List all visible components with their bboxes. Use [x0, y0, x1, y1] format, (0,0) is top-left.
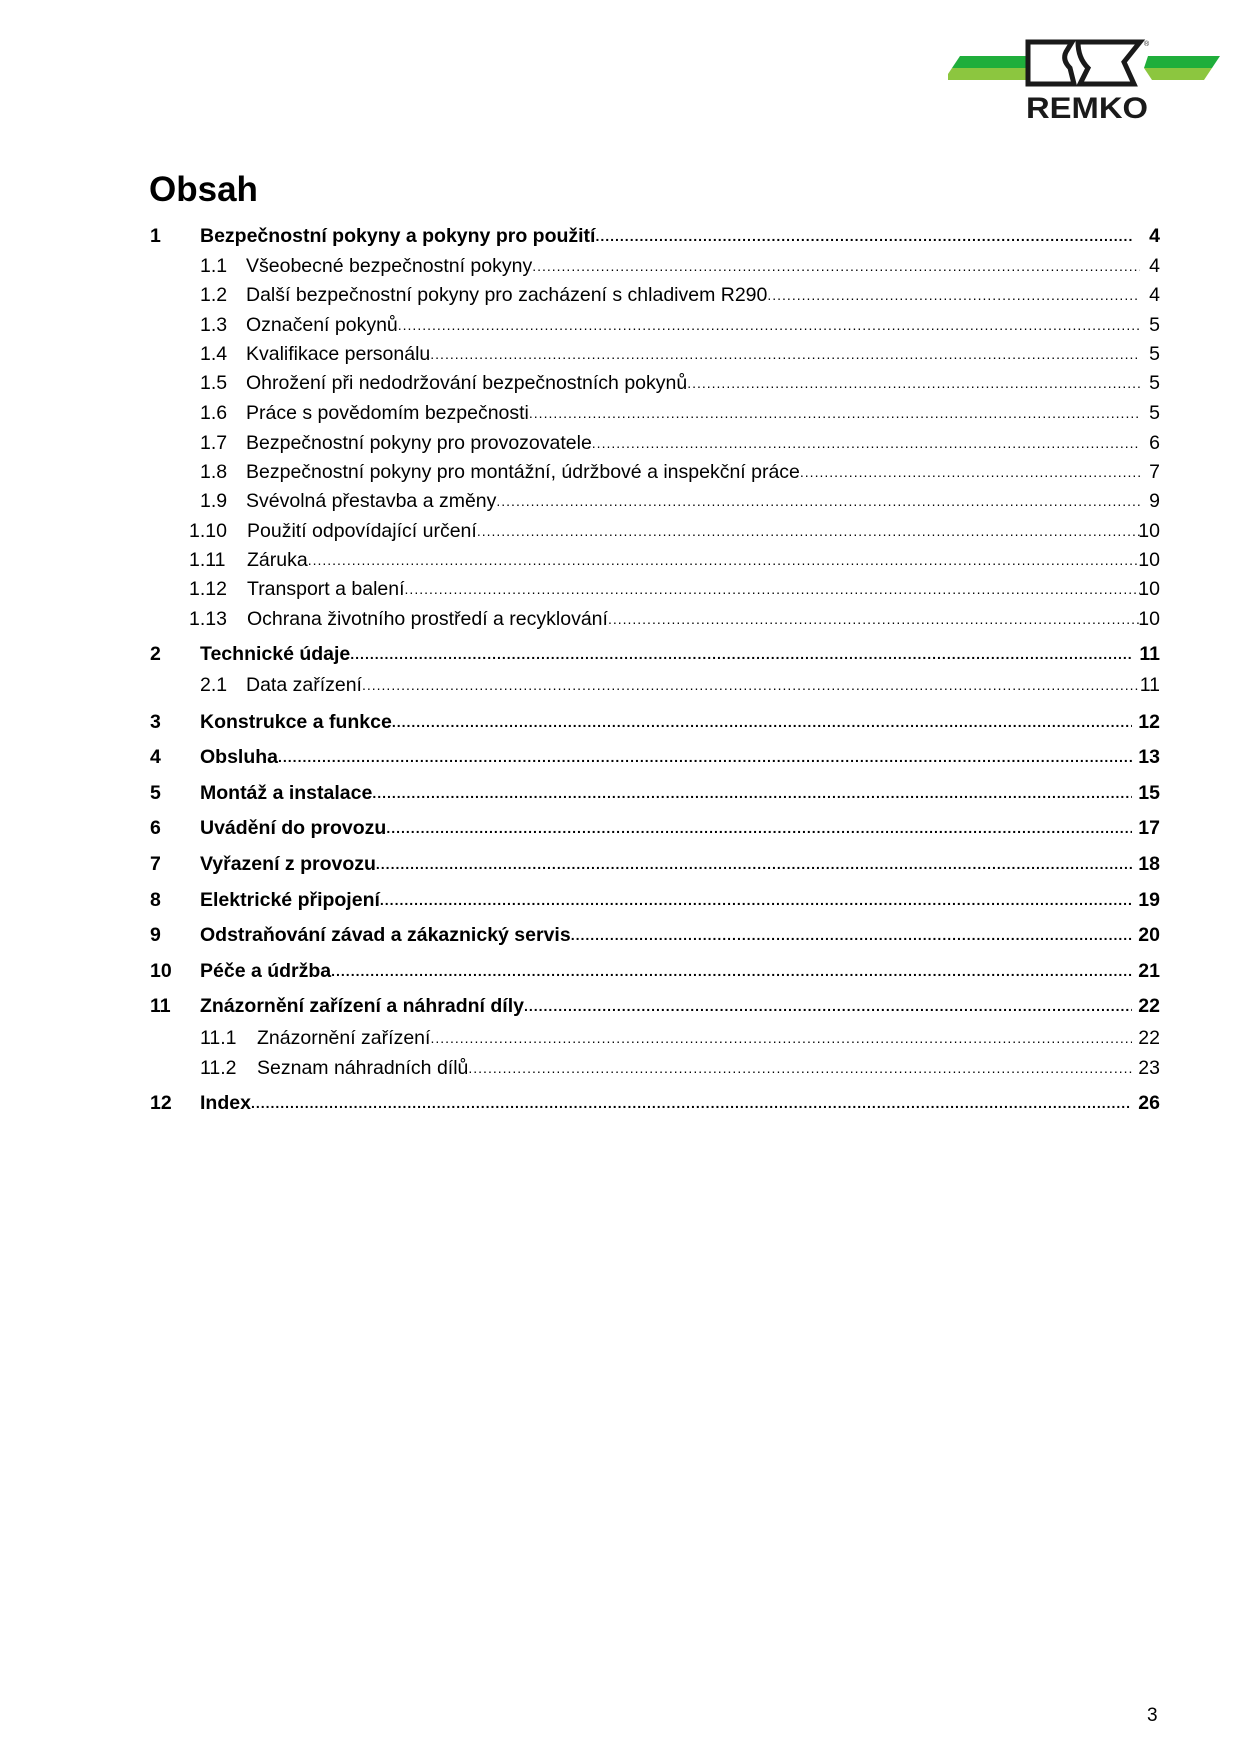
toc-entry-title: Záruka [247, 549, 308, 571]
toc-entry-page: 4 [1149, 255, 1160, 277]
dot-leader [331, 959, 1132, 983]
toc-entry-title-row [200, 994, 1132, 1018]
dot-leader [350, 642, 1132, 666]
dot-leader [524, 994, 1132, 1018]
toc-entry-title-row [246, 489, 1140, 513]
toc-entry-number: 11.2 [200, 1057, 237, 1079]
toc-entry-title: Ohrožení při nedodržování bezpečnostních pokynů [246, 372, 688, 394]
dot-leader [687, 371, 1140, 395]
toc-entry[interactable] [0, 342, 1240, 366]
dot-leader [386, 816, 1132, 840]
toc-entry-title: Všeobecné bezpečnostní pokyny [246, 255, 533, 277]
toc-entry-title: Technické údaje [200, 643, 351, 665]
toc-entry-title-row [257, 1026, 1132, 1050]
toc-entry-page: 4 [1149, 284, 1160, 306]
toc-entry[interactable] [0, 489, 1240, 513]
toc-entry-number: 2 [150, 643, 161, 665]
toc-entry-title-row [200, 781, 1132, 805]
toc-entry-title: Svévolná přestavba a změny [246, 490, 497, 512]
toc-entry[interactable] [0, 577, 1240, 601]
toc-entry-number: 8 [150, 889, 161, 911]
toc-entry[interactable] [0, 1056, 1240, 1080]
toc-entry-title: Obsluha [200, 746, 279, 768]
toc-entry-number: 1.12 [189, 578, 227, 600]
svg-text:®: ® [1144, 41, 1150, 48]
toc-entry-page: 5 [1149, 314, 1160, 336]
toc-entry-page: 10 [1138, 608, 1160, 630]
toc-entry[interactable] [0, 673, 1240, 697]
toc-entry-title-row [200, 1091, 1132, 1115]
toc-entry-page: 20 [1138, 924, 1160, 946]
toc-entry-page: 21 [1138, 960, 1160, 982]
toc-entry-title-row [200, 642, 1132, 666]
toc-entry-page: 22 [1138, 1027, 1160, 1049]
page-title: Obsah [149, 170, 258, 209]
toc-entry-title-row [200, 745, 1132, 769]
toc-entry[interactable] [0, 254, 1240, 278]
toc-entry-page: 17 [1138, 817, 1160, 839]
toc-entry-title: Index [200, 1092, 251, 1114]
toc-entry[interactable] [0, 994, 1240, 1018]
dot-leader [608, 607, 1140, 631]
toc-entry-page: 5 [1149, 402, 1160, 424]
toc-entry-title-row [246, 460, 1140, 484]
dot-leader [372, 781, 1132, 805]
toc-entry[interactable] [0, 816, 1240, 840]
toc-entry[interactable] [0, 401, 1240, 425]
toc-entry-page: 10 [1138, 520, 1160, 542]
dot-leader [592, 431, 1140, 455]
toc-entry[interactable] [0, 959, 1240, 983]
toc-entry[interactable] [0, 548, 1240, 572]
toc-entry-title-row [246, 431, 1140, 455]
toc-entry-number: 1.7 [200, 432, 228, 454]
toc-entry-title-row [246, 673, 1140, 697]
toc-entry-title: Práce s povědomím bezpečnosti [246, 402, 529, 424]
toc-entry-number: 1.5 [200, 372, 228, 394]
dot-leader [496, 489, 1140, 513]
dot-leader [278, 745, 1132, 769]
toc-entry-title: Použití odpovídající určení [247, 520, 477, 542]
toc-entry-number: 11.1 [200, 1027, 237, 1049]
toc-entry-number: 1.11 [189, 549, 226, 571]
toc-entry[interactable] [0, 852, 1240, 876]
toc-entry-number: 1.2 [200, 284, 228, 306]
toc-entry-title-row [200, 710, 1132, 734]
toc-entry-page: 19 [1138, 889, 1160, 911]
dot-leader [380, 888, 1132, 912]
toc-entry-title: Znázornění zařízení [257, 1027, 431, 1049]
svg-text:REMKO: REMKO [1026, 92, 1148, 125]
toc-entry-page: 9 [1149, 490, 1160, 512]
toc-entry-page: 26 [1138, 1092, 1160, 1114]
toc-entry-number: 1.9 [200, 490, 228, 512]
toc-entry-title-row [246, 401, 1140, 425]
toc-entry-title-row [200, 888, 1132, 912]
toc-entry-number: 4 [150, 746, 161, 768]
toc-entry-number: 12 [150, 1092, 172, 1114]
toc-entry-title: Další bezpečnostní pokyny pro zacházení s chladivem R290 [246, 284, 768, 306]
toc-entry-title-row [246, 342, 1140, 366]
toc-entry-number: 1 [150, 225, 161, 247]
toc-entry-page: 11 [1139, 643, 1160, 665]
toc-entry-title-row [200, 959, 1132, 983]
toc-entry-page: 6 [1149, 432, 1160, 454]
toc-entry-title-row [200, 923, 1132, 947]
toc-entry-page: 12 [1138, 711, 1160, 733]
toc-entry[interactable] [0, 431, 1240, 455]
page-number: 3 [1147, 1705, 1158, 1726]
toc-entry[interactable] [0, 781, 1240, 805]
toc-entry-title-row [247, 607, 1140, 631]
toc-entry-page: 13 [1138, 746, 1160, 768]
toc-entry-title-row [247, 548, 1140, 572]
dot-leader [392, 710, 1132, 734]
toc-entry-title-row [247, 519, 1140, 543]
toc-entry-title: Bezpečnostní pokyny pro provozovatele [246, 432, 592, 454]
toc-entry-title: Péče a údržba [200, 960, 332, 982]
dot-leader [308, 548, 1140, 572]
toc-entry-title: Vyřazení z provozu [200, 853, 376, 875]
toc-entry-title: Znázornění zařízení a náhradní díly [200, 995, 524, 1017]
toc-entry-number: 1.3 [200, 314, 228, 336]
toc-entry-number: 10 [150, 960, 172, 982]
toc-entry-page: 18 [1138, 853, 1160, 875]
dot-leader [362, 673, 1140, 697]
toc-entry-page: 10 [1138, 578, 1160, 600]
toc-entry-title-row [246, 254, 1140, 278]
toc-entry[interactable] [0, 642, 1240, 666]
toc-entry[interactable] [0, 283, 1240, 307]
toc-entry-number: 1.13 [189, 608, 227, 630]
dot-leader [529, 401, 1140, 425]
toc-entry-title: Seznam náhradních dílů [257, 1057, 469, 1079]
toc-entry-number: 1.4 [200, 343, 228, 365]
toc-entry-title: Montáž a instalace [200, 782, 373, 804]
toc-entry[interactable] [0, 371, 1240, 395]
toc-entry[interactable] [0, 519, 1240, 543]
toc-entry-title-row [200, 852, 1132, 876]
dot-leader [405, 577, 1140, 601]
toc-entry-page: 4 [1149, 225, 1160, 247]
dot-leader [430, 342, 1140, 366]
toc-entry-title: Bezpečnostní pokyny a pokyny pro použití [200, 225, 596, 247]
toc-entry[interactable] [0, 1026, 1240, 1050]
toc-entry-number: 1.1 [200, 255, 228, 277]
toc-entry-number: 6 [150, 817, 161, 839]
toc-entry[interactable] [0, 607, 1240, 631]
toc-entry[interactable] [0, 923, 1240, 947]
dot-leader [595, 224, 1132, 248]
toc-entry-number: 3 [150, 711, 161, 733]
toc-entry-page: 5 [1149, 343, 1160, 365]
toc-entry-title: Označení pokynů [246, 314, 398, 336]
remko-logo [948, 38, 1228, 126]
toc-entry-title: Bezpečnostní pokyny pro montážní, údržbové a inspekční práce [246, 461, 800, 483]
toc-entry-page: 23 [1138, 1057, 1160, 1079]
toc-entry-number: 1.6 [200, 402, 228, 424]
toc-entry-number: 7 [150, 853, 161, 875]
dot-leader [800, 460, 1140, 484]
toc-entry-page: 7 [1149, 461, 1160, 483]
toc-entry-title-row [257, 1056, 1132, 1080]
toc-entry-number: 1.8 [200, 461, 228, 483]
toc-entry-page: 11 [1139, 674, 1160, 696]
toc-entry-page: 22 [1138, 995, 1160, 1017]
toc-entry-title-row [200, 816, 1132, 840]
toc-entry[interactable] [0, 710, 1240, 734]
toc-entry-number: 9 [150, 924, 161, 946]
toc-entry-number: 1.10 [189, 520, 227, 542]
toc-entry-title: Data zařízení [246, 674, 362, 696]
toc-entry[interactable] [0, 460, 1240, 484]
toc-entry-page: 5 [1149, 372, 1160, 394]
toc-entry-title-row [247, 577, 1140, 601]
dot-leader [430, 1026, 1132, 1050]
toc-entry-page: 15 [1138, 782, 1160, 804]
dot-leader [477, 519, 1140, 543]
toc-entry-title-row [246, 313, 1140, 337]
toc-entry[interactable] [0, 888, 1240, 912]
dot-leader [376, 852, 1132, 876]
toc-entry-title: Elektrické připojení [200, 889, 380, 911]
toc-entry-page: 10 [1138, 549, 1160, 571]
toc-entry-title: Odstraňování závad a zákaznický servis [200, 924, 571, 946]
toc-entry-title: Konstrukce a funkce [200, 711, 392, 733]
toc-entry-title: Kvalifikace personálu [246, 343, 431, 365]
dot-leader [571, 923, 1132, 947]
toc-entry-number: 11 [150, 995, 171, 1017]
toc-entry[interactable] [0, 224, 1240, 248]
dot-leader [251, 1091, 1132, 1115]
toc-entry-title: Transport a balení [247, 578, 405, 600]
toc-entry[interactable] [0, 1091, 1240, 1115]
dot-leader [398, 313, 1140, 337]
toc-entry-title: Ochrana životního prostředí a recyklování [247, 608, 608, 630]
toc-entry-number: 2.1 [200, 674, 228, 696]
toc-entry[interactable] [0, 313, 1240, 337]
toc-entry-number: 5 [150, 782, 161, 804]
toc-entry-title-row [246, 371, 1140, 395]
toc-entry-title: Uvádění do provozu [200, 817, 387, 839]
toc-entry-title-row [200, 224, 1132, 248]
dot-leader [532, 254, 1140, 278]
toc-entry-title-row [246, 283, 1140, 307]
dot-leader [767, 283, 1140, 307]
dot-leader [468, 1056, 1132, 1080]
toc-entry[interactable] [0, 745, 1240, 769]
